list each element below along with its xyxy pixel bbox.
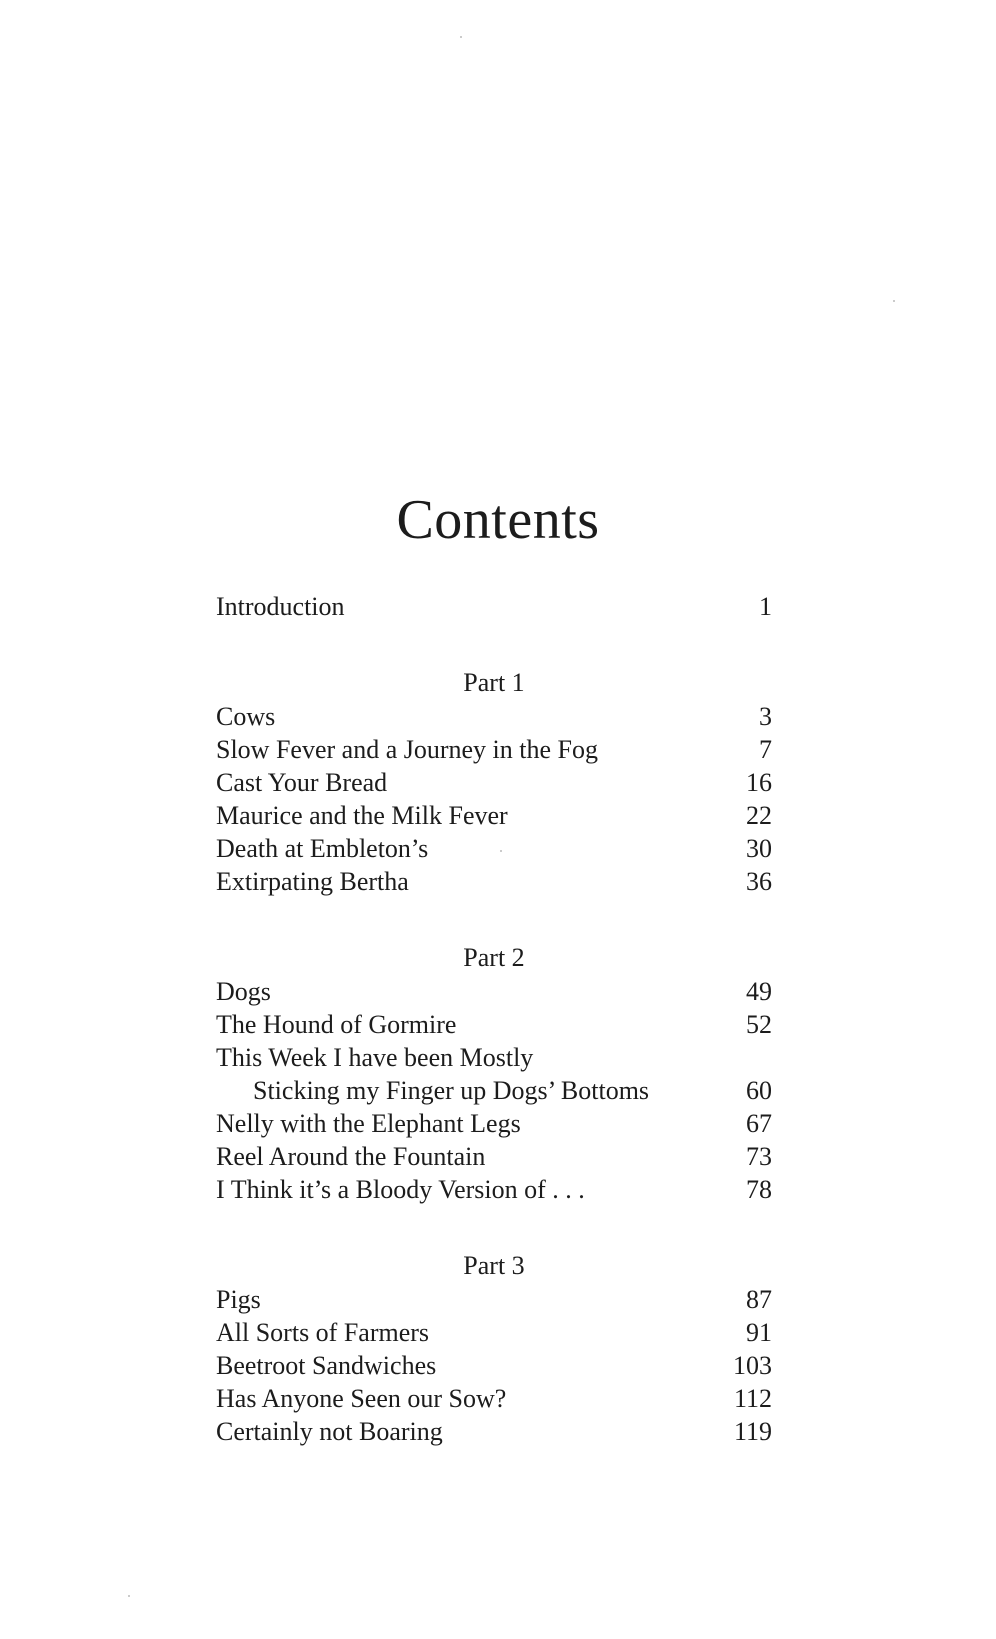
toc-entry-title: I Think it’s a Bloody Version of . . . [216, 1175, 585, 1204]
toc-entry-title: Introduction [216, 592, 345, 621]
part-heading: Part 1 [463, 668, 525, 697]
toc-entry-title: All Sorts of Farmers [216, 1318, 430, 1347]
toc-entry[interactable] [216, 700, 772, 734]
toc-entry-page: 73 [746, 1142, 772, 1171]
toc-entry-page: 49 [746, 977, 772, 1006]
toc-entry-introduction[interactable] [216, 590, 772, 624]
toc-entry-title: Certainly not Boaring [216, 1417, 443, 1446]
toc-entry-page: 3 [759, 702, 772, 731]
toc-entry-page: 112 [733, 1384, 772, 1413]
toc-entry[interactable] [216, 1415, 772, 1449]
toc-entry-page: 22 [746, 801, 772, 830]
toc-entry[interactable] [216, 799, 772, 833]
toc-entry-title: Dogs [216, 977, 271, 1006]
toc-entry[interactable] [216, 1382, 772, 1416]
toc-entry-title: Extirpating Bertha [216, 867, 409, 896]
paper-speck [460, 36, 462, 38]
toc-entry-title: Beetroot Sandwiches [216, 1351, 437, 1380]
toc-entry-page: 36 [746, 867, 772, 896]
toc-entry-title: Cast Your Bread [216, 768, 388, 797]
toc-entry-page: 30 [746, 834, 772, 863]
toc-entry[interactable] [216, 1316, 772, 1350]
toc-entry-page: 87 [746, 1285, 772, 1314]
paper-speck [893, 300, 895, 302]
toc-entry-page: 7 [759, 735, 772, 764]
toc-entry[interactable] [216, 1140, 772, 1174]
toc-entry-page: 119 [733, 1417, 772, 1446]
toc-entry-continuation[interactable] [216, 1074, 772, 1108]
part-heading: Part 2 [463, 943, 525, 972]
toc-entry-page: 16 [746, 768, 772, 797]
toc-entry[interactable] [216, 1173, 772, 1207]
toc-entry-title: Pigs [216, 1285, 261, 1314]
paper-speck [128, 1595, 130, 1597]
toc-entry-title: Maurice and the Milk Fever [216, 801, 508, 830]
toc-entry-page: 91 [746, 1318, 772, 1347]
toc-entry-title: This Week I have been Mostly [216, 1043, 534, 1072]
toc-entry-title: Nelly with the Elephant Legs [216, 1109, 521, 1138]
toc-entry-title: Reel Around the Fountain [216, 1142, 486, 1171]
toc-entry[interactable] [216, 865, 772, 899]
toc-entry-page: 52 [746, 1010, 772, 1039]
toc-entry-page: 60 [746, 1076, 772, 1105]
toc-entry-page: 67 [746, 1109, 772, 1138]
toc-entry-page: 78 [746, 1175, 772, 1204]
page-title: Contents [396, 488, 600, 551]
toc-entry-title: Death at Embleton’s [216, 834, 429, 863]
toc-entry-page: 1 [759, 592, 772, 621]
toc-entry-title: Sticking my Finger up Dogs’ Bottoms [253, 1076, 650, 1105]
toc-entry[interactable] [216, 733, 772, 767]
toc-entry-title: The Hound of Gormire [216, 1010, 457, 1039]
toc-entry[interactable] [216, 1041, 772, 1075]
toc-entry-title: Has Anyone Seen our Sow? [216, 1384, 507, 1413]
toc-entry[interactable] [216, 832, 772, 866]
toc-entry[interactable] [216, 1008, 772, 1042]
toc-entry-title: Cows [216, 702, 276, 731]
part-heading: Part 3 [463, 1251, 525, 1280]
toc-entry[interactable] [216, 975, 772, 1009]
toc-entry[interactable] [216, 1107, 772, 1141]
toc-entry[interactable] [216, 1349, 772, 1383]
toc-entry[interactable] [216, 766, 772, 800]
toc-entry-page: 103 [733, 1351, 772, 1380]
toc-entry-title: Slow Fever and a Journey in the Fog [216, 735, 599, 764]
toc-entry[interactable] [216, 1283, 772, 1317]
